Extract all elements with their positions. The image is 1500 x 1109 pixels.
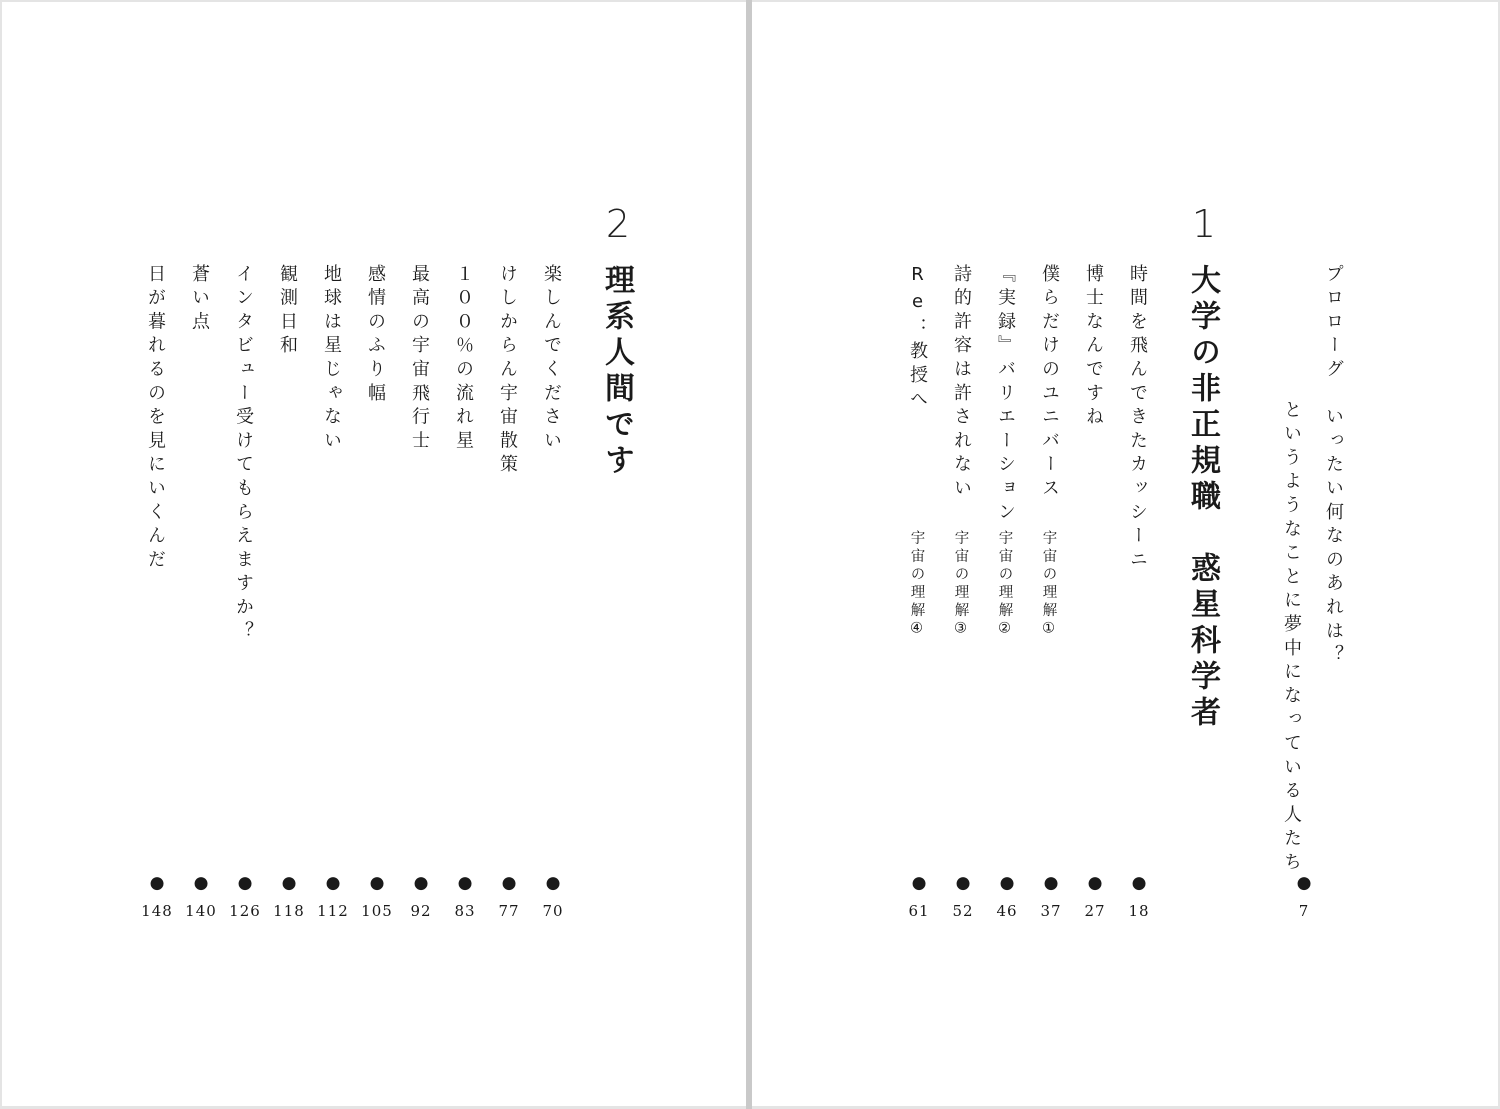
toc-entry-title: 『実録』バリエーション xyxy=(995,264,1016,526)
toc-bullet: ● xyxy=(413,873,429,893)
toc-page-number: 118 xyxy=(273,902,305,920)
toc-page-number: 140 xyxy=(185,902,217,920)
toc-page-number: 18 xyxy=(1128,902,1150,920)
toc-entry-title: Re：教授へ xyxy=(907,264,928,413)
toc-page-number: 27 xyxy=(1084,902,1106,920)
toc-bullet: ● xyxy=(1043,873,1059,893)
toc-entry-title: 時間を飛んできたカッシーニ xyxy=(1127,264,1148,574)
toc-page-number: 37 xyxy=(1040,902,1062,920)
toc-bullet: ● xyxy=(1131,873,1147,893)
toc-page-number: 126 xyxy=(229,902,261,920)
toc-page-number: 83 xyxy=(454,902,476,920)
toc-page-number: 112 xyxy=(317,902,349,920)
toc-bullet: ● xyxy=(501,873,517,893)
toc-bullet: ● xyxy=(193,873,209,893)
toc-entry-title: 博士なんですね xyxy=(1083,264,1104,431)
left-page xyxy=(2,2,746,1106)
chapter1-number: 1 xyxy=(1191,202,1217,246)
toc-page-number: 61 xyxy=(908,902,930,920)
prologue-bullet: ● xyxy=(1296,873,1312,893)
prologue-page-number: 7 xyxy=(1298,902,1310,920)
toc-page-number: 46 xyxy=(996,902,1018,920)
toc-bullet: ● xyxy=(369,873,385,893)
toc-page-number: 52 xyxy=(952,902,974,920)
toc-entry-subtitle: 宇宙の理解② xyxy=(996,530,1013,641)
toc-page-number: 92 xyxy=(410,902,432,920)
toc-bullet: ● xyxy=(149,873,165,893)
toc-bullet: ● xyxy=(545,873,561,893)
toc-bullet: ● xyxy=(281,873,297,893)
toc-bullet: ● xyxy=(237,873,253,893)
toc-entry-subtitle: 宇宙の理解① xyxy=(1040,530,1057,641)
toc-entry-title: けしからん宇宙散策 xyxy=(497,264,518,479)
prologue-title-line1: プロローグ いったい何なのあれは？ xyxy=(1323,264,1344,669)
toc-page-number: 77 xyxy=(498,902,520,920)
prologue-title-line2: というようなことに夢中になっている人たち xyxy=(1281,400,1302,876)
toc-entry-subtitle: 宇宙の理解③ xyxy=(952,530,969,641)
toc-bullet: ● xyxy=(999,873,1015,893)
toc-entry-title: 感情のふり幅 xyxy=(365,264,386,407)
chapter2-number: 2 xyxy=(605,202,631,246)
right-page xyxy=(752,2,1498,1106)
chapter2-title: 理系人間です xyxy=(599,264,634,480)
toc-entry-title: 楽しんでください xyxy=(541,264,562,455)
toc-bullet: ● xyxy=(911,873,927,893)
toc-entry-title: 詩的許容は許されない xyxy=(951,264,972,502)
toc-page-number: 148 xyxy=(141,902,173,920)
chapter1-title: 大学の非正規職 惑星科学者 xyxy=(1185,264,1220,732)
toc-bullet: ● xyxy=(1087,873,1103,893)
toc-bullet: ● xyxy=(457,873,473,893)
toc-entry-title: 日が暮れるのを見にいくんだ xyxy=(145,264,166,574)
toc-page-number: 105 xyxy=(361,902,393,920)
toc-entry-title: インタビュー受けてもらえますか？ xyxy=(233,264,254,645)
toc-entry-title: 最高の宇宙飛行士 xyxy=(409,264,430,455)
toc-entry-title: 観測日和 xyxy=(277,264,298,360)
toc-bullet: ● xyxy=(325,873,341,893)
toc-entry-title: １００％の流れ星 xyxy=(453,264,474,455)
toc-entry-title: 僕らだけのユニバース xyxy=(1039,264,1060,502)
toc-entry-title: 地球は星じゃない xyxy=(321,264,342,455)
toc-page-number: 70 xyxy=(542,902,564,920)
toc-entry-title: 蒼い点 xyxy=(189,264,210,336)
toc-entry-subtitle: 宇宙の理解④ xyxy=(908,530,925,641)
toc-bullet: ● xyxy=(955,873,971,893)
